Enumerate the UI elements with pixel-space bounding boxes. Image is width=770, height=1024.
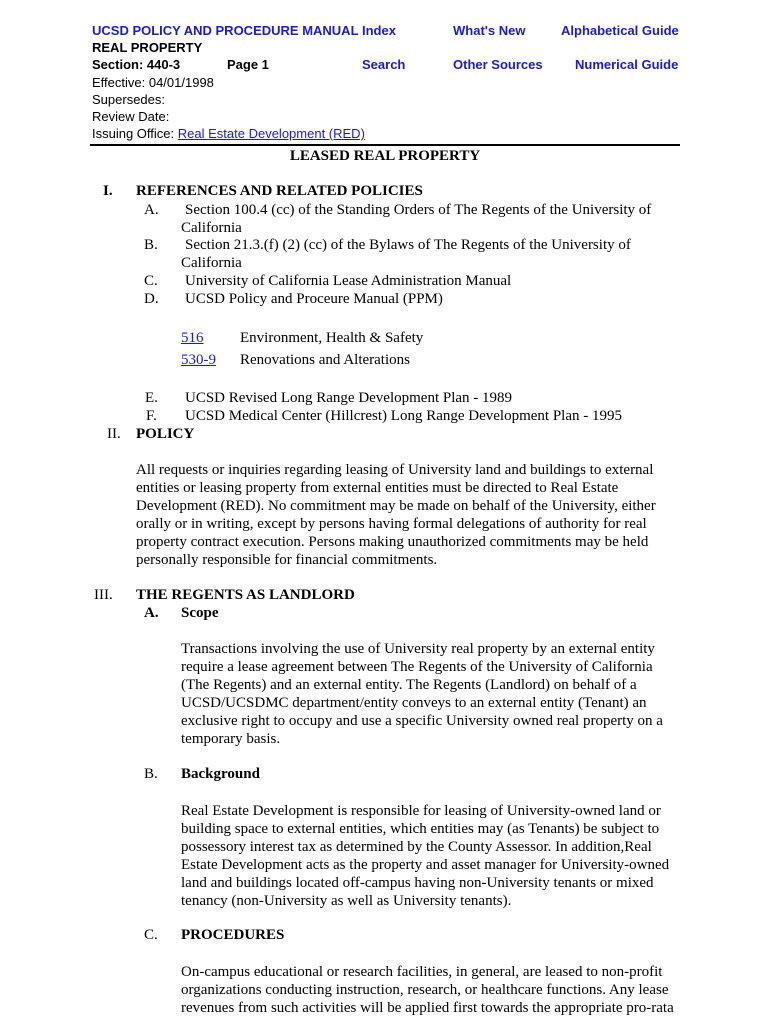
section-number: Section: 440-3 [92,57,181,72]
page-title: LEASED REAL PROPERTY [289,148,481,164]
whats-new-link[interactable]: What's New [453,23,526,38]
ref-b-text-cont: California [181,255,242,271]
ref-f-letter: F. [146,408,157,424]
section-2-heading: POLICY [136,426,195,442]
procedures-line: On-campus educational or research facilities, in general, are leased to non-profit [181,964,663,980]
scope-line: (The Regents) and an external entity. The Regents (Landlord) on behalf of a [181,677,637,693]
ppm-link-516-number[interactable]: 516 [181,330,204,346]
background-line: tenancy (non-University as well as University tenants). [181,893,512,909]
section-2-number: II. [107,426,121,442]
scope-line: exclusive right to occupy and use a specific University owned real property on a [181,713,663,729]
alphabetical-guide-link[interactable]: Alphabetical Guide [561,23,679,38]
ref-c-letter: C. [144,273,158,289]
subject-heading: REAL PROPERTY [92,40,203,55]
index-link[interactable]: Index [362,23,396,38]
search-link[interactable]: Search [362,57,406,72]
scope-line: Transactions involving the use of University real property by an external entity [181,641,655,657]
policy-line: entities or leasing property from external entities must be directed to Real Estate [136,480,619,496]
background-paragraph [181,802,669,910]
procedures-letter: C. [144,927,158,943]
scope-line: temporary basis. [181,731,281,747]
background-letter: B. [144,766,158,782]
procedures-heading: PROCEDURES [181,927,285,943]
policy-line: Development (RED). No commitment may be made on behalf of the University, either [136,498,656,514]
scope-heading: Scope [181,605,219,621]
background-line: Real Estate Development is responsible for leasing of University-owned land or [181,803,661,819]
background-heading: Background [181,766,260,782]
manual-title: UCSD POLICY AND PROCEDURE MANUAL [92,23,359,38]
effective-date: Effective: 04/01/1998 [92,75,214,90]
procedures-paragraph [181,963,674,1017]
ref-a-letter: A. [144,202,159,218]
section-3-number: III. [94,587,113,603]
scope-line: require a lease agreement between The Regents of the University of California [181,659,653,675]
review-date-label: Review Date: [92,109,170,124]
policy-line: orally or in writing, except by persons having formal delegations of authority for real [136,516,647,532]
procedures-line: organizations conducting instruction, research, or healthcare functions. Any lease [181,982,669,998]
page-number: Page 1 [227,57,269,72]
ref-d-text: UCSD Policy and Proceure Manual (PPM) [185,291,443,307]
background-line: possessory interest tax as determined by the County Assessor. In addition,Real [181,839,652,855]
ppm-link-530-9-title: Renovations and Alterations [240,352,410,368]
supersedes-label: Supersedes: [92,92,165,107]
header-divider [90,144,680,146]
background-line: building space to external entities, which entities may (as Tenants) be subject to [181,821,660,837]
issuing-office-link[interactable]: Real Estate Development (RED) [177,126,365,141]
section-3-heading: THE REGENTS AS LANDLORD [136,587,355,603]
issuing-office-label: Issuing Office: [92,126,175,141]
policy-line: All requests or inquiries regarding leasing of University land and buildings to external [136,462,654,478]
scope-paragraph [181,640,663,748]
policy-line: property contract execution. Persons making unauthorized commitments may be held [136,534,649,550]
ppm-link-530-9-number[interactable]: 530-9 [181,352,216,368]
ref-e-letter: E. [145,390,158,406]
other-sources-link[interactable]: Other Sources [453,57,543,72]
issuing-office [92,126,365,141]
numerical-guide-link[interactable]: Numerical Guide [575,57,679,72]
ppm-link-530-9[interactable] [181,352,216,369]
section-1-heading: REFERENCES AND RELATED POLICIES [136,183,423,199]
ref-f-text: UCSD Medical Center (Hillcrest) Long Range Development Plan - 1995 [185,408,622,424]
ppm-link-516[interactable] [181,330,204,347]
ref-b-text: Section 21.3.(f) (2) (cc) of the Bylaws of The Regents of the University of [185,237,631,253]
ref-e-text: UCSD Revised Long Range Development Plan - 1989 [185,390,513,406]
background-line: land and buildings located off-campus having non-University tenants or mixed [181,875,654,891]
procedures-line: revenues from such activities will be applied first towards the appropriate pro-rata [181,1000,674,1016]
ref-a-text: Section 100.4 (cc) of the Standing Orders of The Regents of the University of [185,202,652,218]
background-line: Estate Development acts as the property and asset manager for University-owned [181,857,670,873]
ref-a-text-cont: California [181,220,242,236]
policy-line: personally responsible for financial commitments. [136,552,438,568]
scope-line: UCSD/UCSDMC department/entity conveys to an external entity (Tenant) an [181,695,647,711]
ref-d-letter: D. [144,291,159,307]
scope-letter: A. [144,605,159,621]
ppm-link-516-title: Environment, Health & Safety [240,330,424,346]
ref-c-text: University of California Lease Administration Manual [185,273,512,289]
policy-paragraph [136,461,656,569]
ref-b-letter: B. [144,237,158,253]
section-1-number: I. [103,183,113,199]
